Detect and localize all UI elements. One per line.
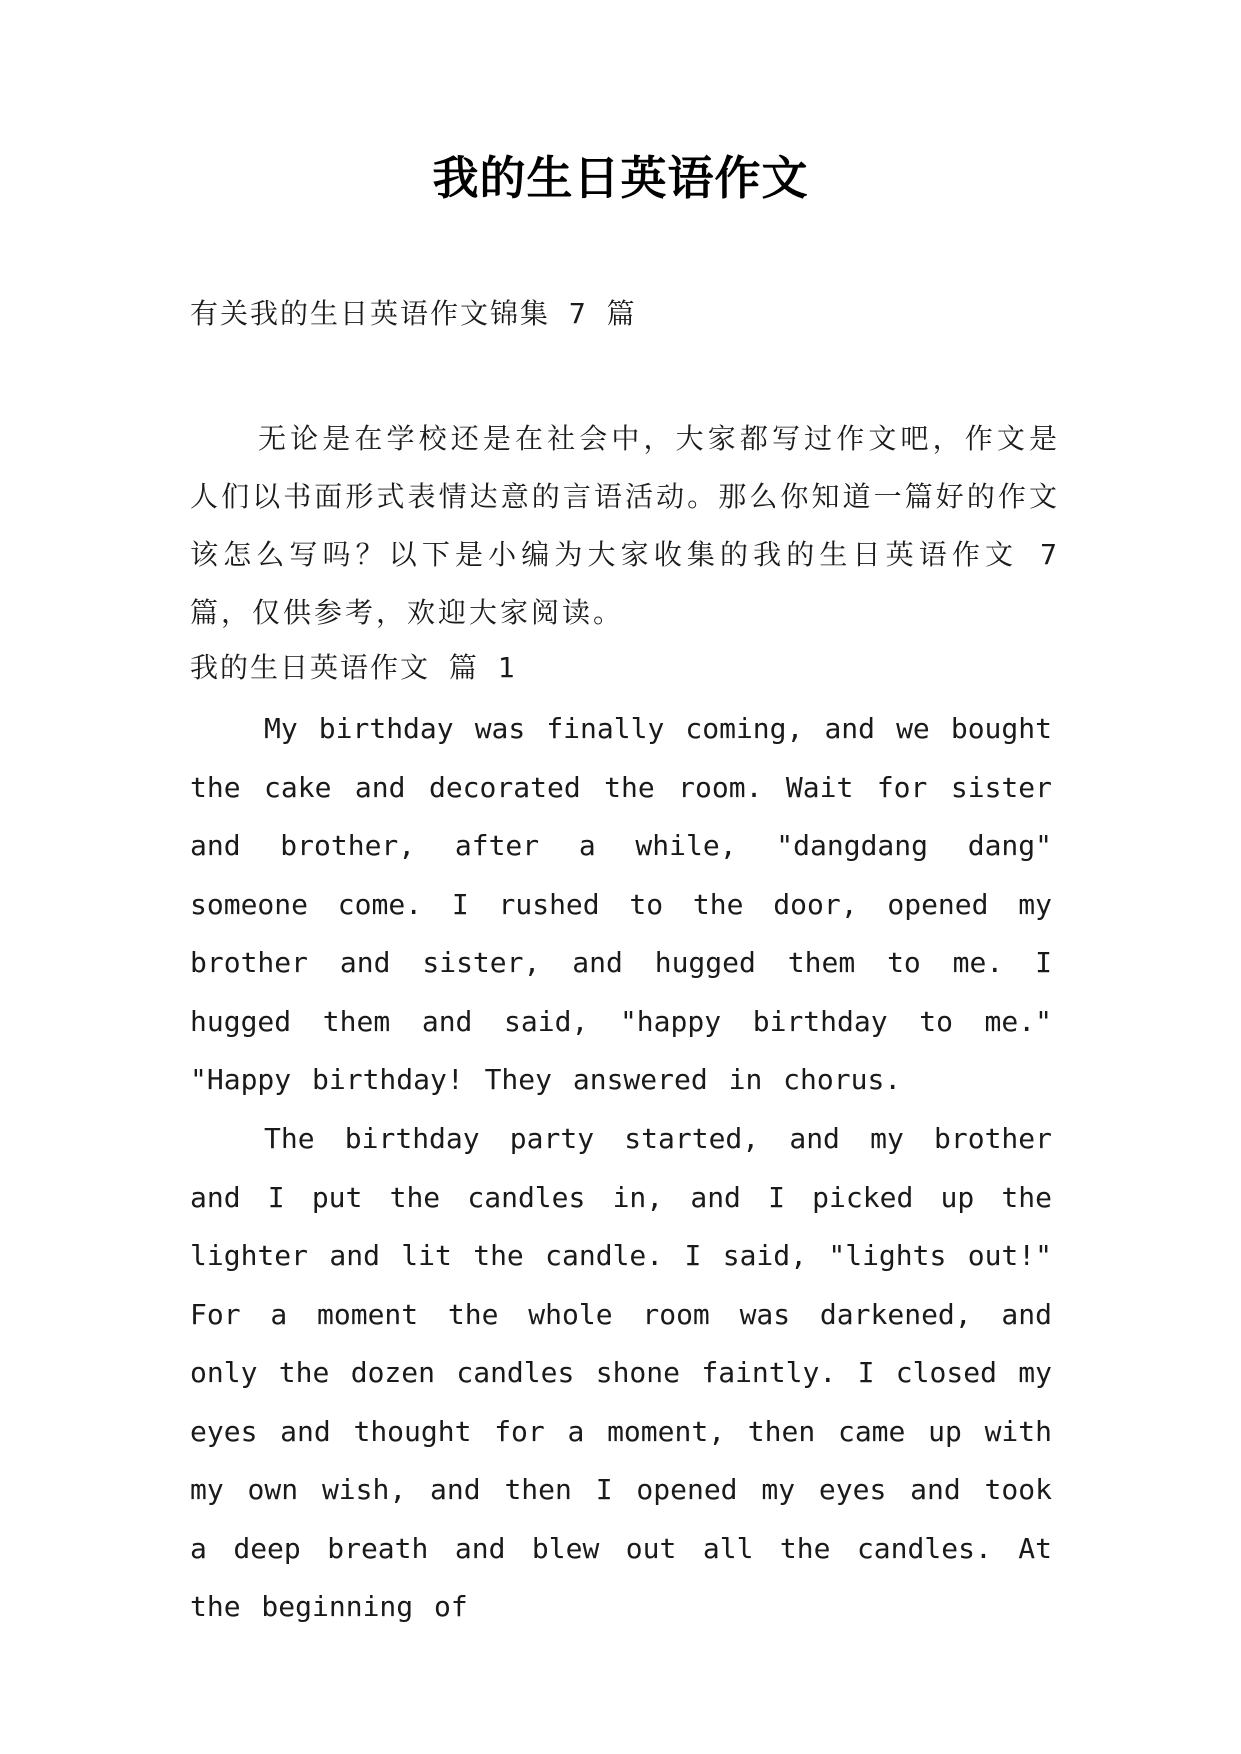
intro-paragraph: 无论是在学校还是在社会中，大家都写过作文吧，作文是人们以书面形式表情达意的言语活动。那么你知道一篇好的作文该怎么写吗？以下是小编为大家收集的我的生日英语作文 7 篇，仅供参考，欢迎大家阅读。: [190, 422, 1060, 629]
body-paragraph-2: The birthday party started, and my brother and I put the candles in, and I picked up the lighter and lit the candle. I said, "lights out!" For a moment the whole room was darkened, and only the dozen candles shone faintly. I closed my eyes and thought for a moment, then came up with my own wish, and then I opened my eyes and took a deep breath and blew out all the candles. At the beginning of: [190, 1122, 1052, 1623]
document-title: 我的生日英语作文: [432, 151, 809, 205]
document-subtitle: 有关我的生日英语作文锦集 7 篇: [190, 297, 637, 330]
body-paragraph-1: My birthday was finally coming, and we bought the cake and decorated the room. Wait for sister and brother, after a while, "dangdang dang" someone come. I rushed to the door, opened my brother and sister, and hugged them to me. I hugged them and said, "happy birthday to me." "Happy birthday! They answered in chorus.: [190, 712, 1052, 1096]
section-heading: 我的生日英语作文 篇 1: [190, 651, 517, 684]
